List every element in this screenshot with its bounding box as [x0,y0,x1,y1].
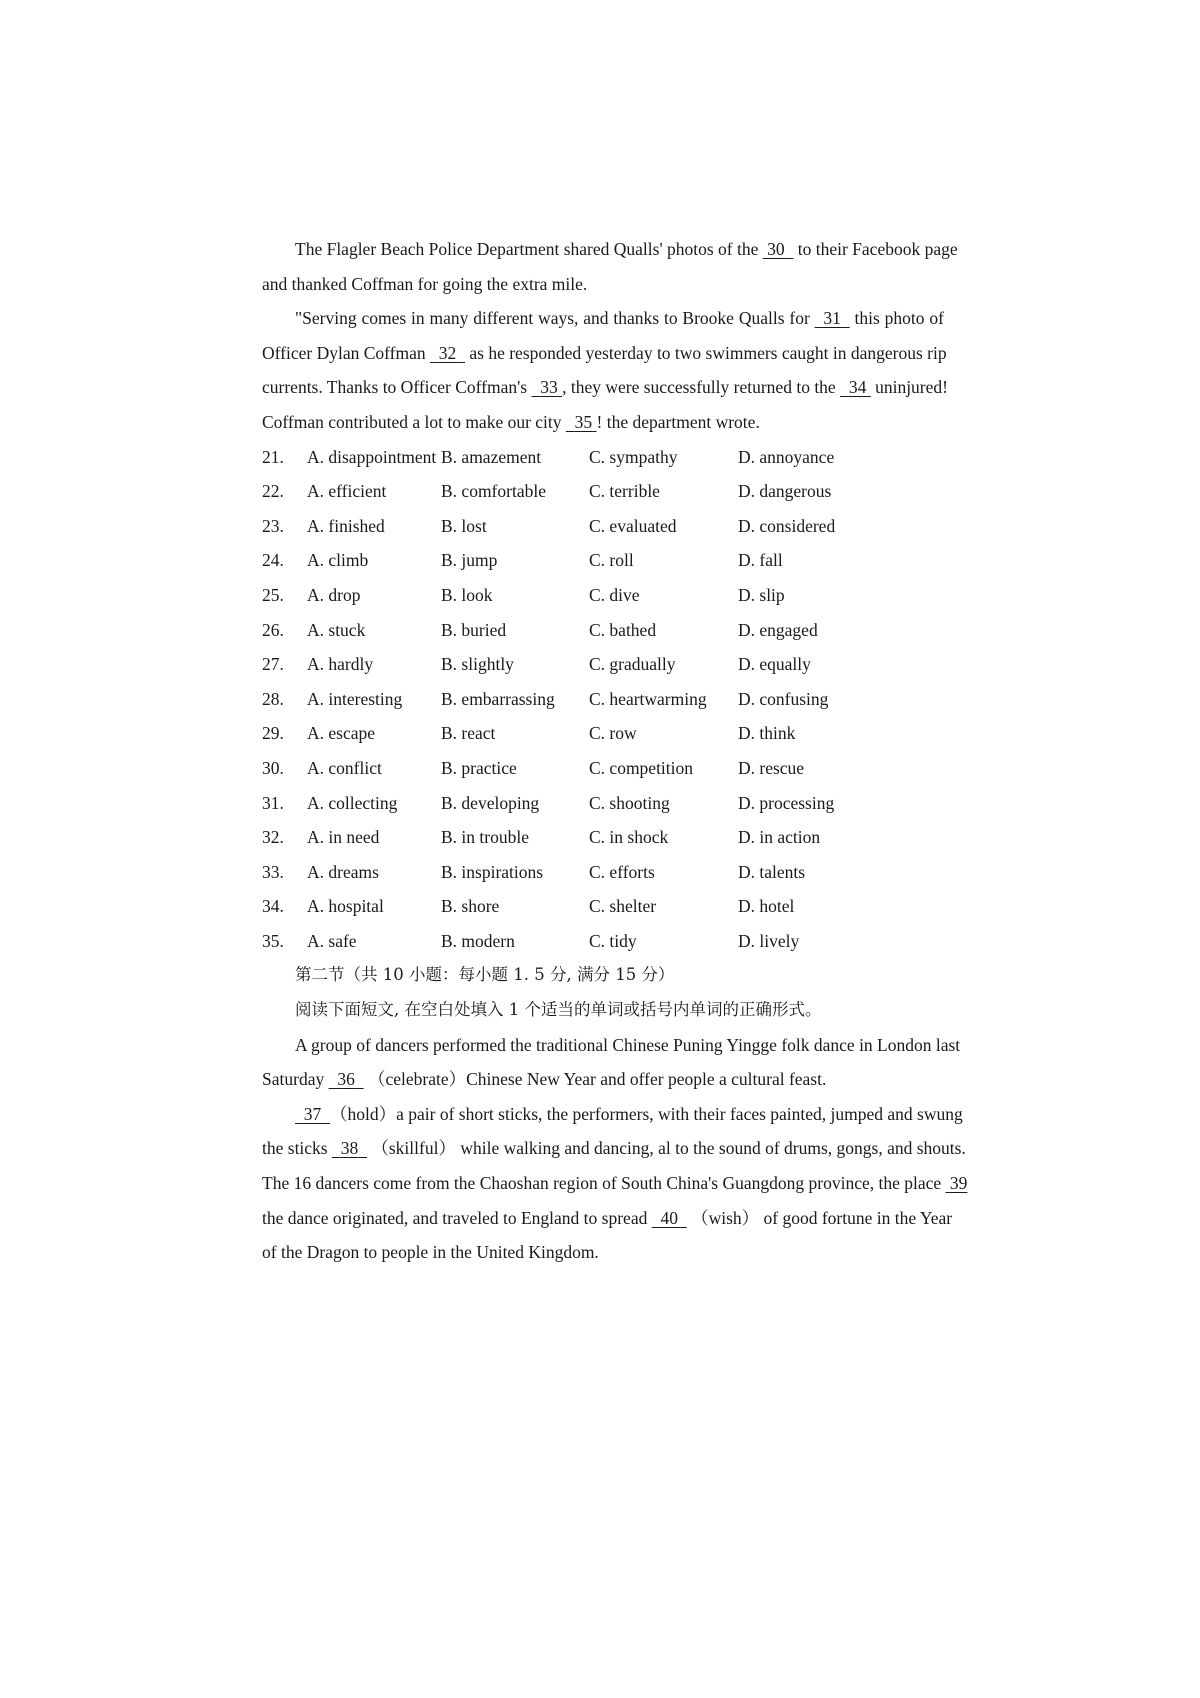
option-d: D. processing [738,792,835,813]
blank-38: 38 [340,1138,359,1159]
blank-33: 33 [540,377,558,398]
option-row-22: 22. A. efficient B. comfortable C. terrible D. dangerous [262,474,944,509]
option-row-28: 28. A. interesting B. embarrassing C. heartwarming D. confusing [262,682,944,717]
option-a: A. climb [307,550,369,571]
option-c: C. dive [589,584,640,605]
option-d: D. rescue [738,757,805,778]
option-d: D. dangerous [738,481,832,502]
option-c: C. shelter [589,896,657,917]
option-c: C. sympathy [589,446,678,467]
option-d: D. lively [738,930,800,951]
option-b: B. inspirations [441,861,544,882]
passage-2-line-2: Saturday 36 （celebrate）Chinese New Year and offer people a cultural feast. [262,1062,944,1097]
passage-1-line-6: Coffman contributed a lot to make our city 35 ! the department wrote. [262,405,944,440]
option-a: A. safe [307,930,357,951]
option-d: D. annoyance [738,446,835,467]
blank-34: 34 [848,377,867,398]
option-a: A. collecting [307,792,398,813]
option-c: C. shooting [589,792,670,813]
option-d: D. confusing [738,688,829,709]
option-b: B. shore [441,896,500,917]
option-a: A. hardly [307,654,374,675]
option-a: A. interesting [307,688,403,709]
option-b: B. lost [441,515,487,536]
passage-2-line-5: The 16 dancers come from the Chaoshan region of South China's Guangdong province, the place 39 [262,1166,944,1201]
option-b: B. modern [441,930,515,951]
passage-2-line-4: the sticks 38 （skillful） while walking and dancing, al to the sound of drums, gongs, and shouts. [262,1131,944,1166]
passage-1-line-4: Officer Dylan Coffman 32 as he responded yesterday to two swimmers caught in dangerous rip [262,336,944,371]
option-c: C. row [589,723,637,744]
passage-2 [262,1028,968,1270]
option-c: C. bathed [589,619,657,640]
option-c: C. efforts [589,861,655,882]
option-b: B. in trouble [441,827,529,848]
option-c: C. roll [589,550,634,571]
option-a: A. stuck [307,619,366,640]
blank-31: 31 [823,308,841,329]
option-d: D. slip [738,584,785,605]
option-row-29: 29. A. escape B. react C. row D. think [262,716,944,751]
option-c: C. heartwarming [589,688,707,709]
option-c: C. evaluated [589,515,677,536]
option-a: A. disappointment [307,446,437,467]
option-b: B. practice [441,757,517,778]
passage-1-line-2: and thanked Coffman for going the extra mile. [262,273,588,294]
blank-32: 32 [438,342,457,363]
exam-page [262,232,968,1270]
passage-1-line-3: "Serving comes in many different ways, and thanks to Brooke Qualls for 31 this photo of [262,301,944,336]
option-d: D. hotel [738,896,795,917]
option-row-23: 23. A. finished B. lost C. evaluated D. considered [262,509,944,544]
option-list [262,440,944,959]
section-2-heading: 第二节（共 10 小题：每小题 1. 5 分, 满分 15 分） [295,965,675,985]
passage-2-line-7: of the Dragon to people in the United Kingdom. [262,1242,599,1263]
option-d: D. in action [738,827,821,848]
option-a: A. finished [307,515,385,536]
blank-37: 37 [303,1103,322,1124]
option-row-21: 21. A. disappointment B. amazement C. sympathy D. annoyance [262,440,944,475]
blank-35: 35 [574,411,593,432]
option-row-34: 34. A. hospital B. shore C. shelter D. hotel [262,889,944,924]
passage-1-line-1: The Flagler Beach Police Department shared Qualls' photos of the 30 to their Facebook page [262,232,944,267]
passage-1-line-5: currents. Thanks to Officer Coffman's 33 , they were successfully returned to the 34 uninjured! [262,370,944,405]
option-b: B. slightly [441,654,514,675]
blank-30: 30 [767,239,785,259]
option-a: A. hospital [307,896,384,917]
option-a: A. dreams [307,861,379,882]
option-b: B. buried [441,619,507,640]
option-c: C. terrible [589,481,660,502]
blank-39: 39 [949,1173,968,1194]
option-row-33: 33. A. dreams B. inspirations C. efforts D. talents [262,855,944,890]
option-c: C. competition [589,757,694,778]
option-b: B. look [441,584,493,605]
option-row-27: 27. A. hardly B. slightly C. gradually D. equally [262,647,944,682]
option-row-24: 24. A. climb B. jump C. roll D. fall [262,543,944,578]
option-d: D. considered [738,515,836,536]
passage-2-line-6: the dance originated, and traveled to England to spread 40 （wish） of good fortune in the Year [262,1201,944,1236]
option-a: A. conflict [307,757,382,778]
option-c: C. in shock [589,827,669,848]
option-d: D. fall [738,550,783,571]
option-b: B. jump [441,550,498,571]
option-b: B. developing [441,792,540,813]
option-a: A. escape [307,723,376,744]
option-b: B. amazement [441,446,542,467]
option-b: B. embarrassing [441,688,555,709]
option-c: C. tidy [589,930,637,951]
blank-40: 40 [660,1207,678,1228]
passage-2-line-1: A group of dancers performed the traditional Chinese Puning Yingge folk dance in London last [295,1034,961,1055]
option-row-32: 32. A. in need B. in trouble C. in shock D. in action [262,820,944,855]
option-row-30: 30. A. conflict B. practice C. competition D. rescue [262,751,944,786]
section-2-instruction: 阅读下面短文, 在空白处填入 1 个适当的单词或括号内单词的正确形式。 [295,1000,822,1020]
passage-2-line-3: 37 （hold）a pair of short sticks, the performers, with their faces painted, jumped and swung [262,1097,944,1132]
option-row-25: 25. A. drop B. look C. dive D. slip [262,578,944,613]
option-a: A. drop [307,584,361,605]
option-b: B. react [441,723,496,744]
option-a: A. in need [307,827,380,848]
option-a: A. efficient [307,481,387,502]
blank-36: 36 [337,1069,355,1090]
option-row-35: 35. A. safe B. modern C. tidy D. lively [262,924,944,959]
option-d: D. talents [738,861,806,882]
passage-1 [262,232,958,440]
option-b: B. comfortable [441,481,546,502]
option-d: D. engaged [738,619,818,640]
option-d: D. equally [738,654,811,675]
option-row-26: 26. A. stuck B. buried C. bathed D. engaged [262,613,944,648]
option-row-31: 31. A. collecting B. developing C. shooting D. processing [262,786,944,821]
option-c: C. gradually [589,654,676,675]
option-d: D. think [738,723,796,744]
